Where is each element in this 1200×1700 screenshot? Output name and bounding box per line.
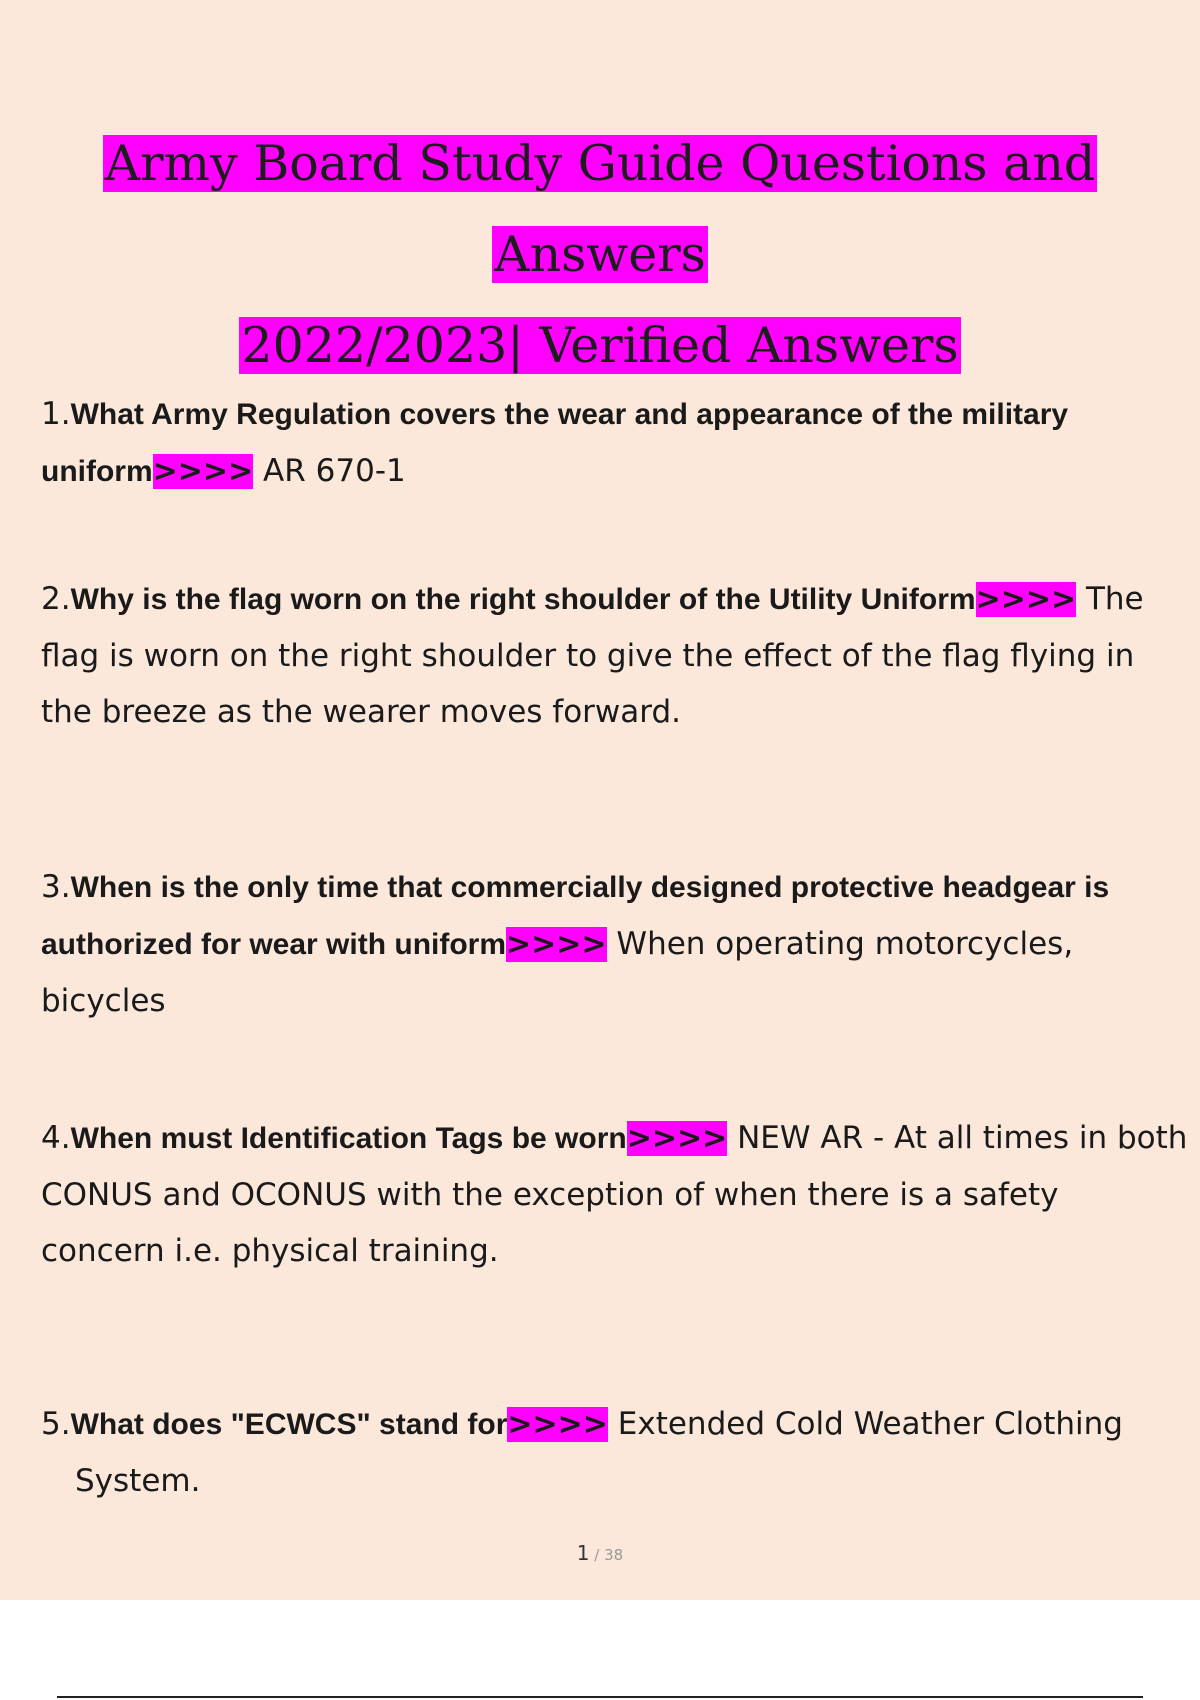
- answer-separator: >>>>: [506, 927, 607, 962]
- title-line-2: 2022/2023| Verified Answers: [241, 317, 959, 374]
- question-number: 3.: [41, 869, 71, 905]
- answer-separator: >>>>: [626, 1121, 728, 1156]
- question-item-2: [41, 571, 1191, 740]
- answer-separator: >>>>: [507, 1407, 608, 1442]
- page-indicator: [0, 1541, 1200, 1565]
- current-page-number: 1: [576, 1541, 590, 1565]
- answer-text: The flag is worn on the right shoulder to give the effect of the flag flying in the breeze as the wearer moves forward.: [41, 581, 1144, 730]
- answer-text: NEW AR - At all times in both CONUS and OCONUS with the exception of when there is a safety concern i.e. physical training.: [41, 1120, 1188, 1269]
- question-item-3: [41, 859, 1191, 1029]
- question-text: When must Identification Tags be worn: [70, 1122, 627, 1155]
- total-pages: / 38: [589, 1546, 624, 1564]
- question-item-1: [41, 386, 1191, 500]
- title-line-1: Army Board Study Guide Questions and Answers: [104, 135, 1096, 283]
- question-number: 1.: [41, 396, 71, 432]
- question-item-4: [41, 1110, 1191, 1279]
- document-title: [0, 118, 1200, 391]
- question-number: 5.: [41, 1406, 71, 1442]
- question-number: 4.: [41, 1120, 71, 1156]
- question-number: 2.: [41, 581, 71, 617]
- answer-separator: >>>>: [152, 454, 254, 489]
- question-text: What does "ECWCS" stand for: [70, 1408, 508, 1441]
- answer-text: When operating motorcycles, bicycles: [41, 926, 1074, 1019]
- question-text: Why is the flag worn on the right shoulder of the Utility Uniform: [70, 583, 976, 616]
- answer-text: AR 670-1: [253, 453, 406, 489]
- next-page-divider: [57, 1696, 1143, 1698]
- answer-text: Extended Cold Weather Clothing System.: [75, 1406, 1123, 1499]
- question-item-5: [41, 1396, 1200, 1509]
- question-text: What Army Regulation covers the wear and appearance of the military uniform: [41, 398, 1069, 488]
- answer-separator: >>>>: [975, 582, 1077, 617]
- question-text: When is the only time that commercially designed protective headgear is authorized for wear with uniform: [41, 871, 1110, 961]
